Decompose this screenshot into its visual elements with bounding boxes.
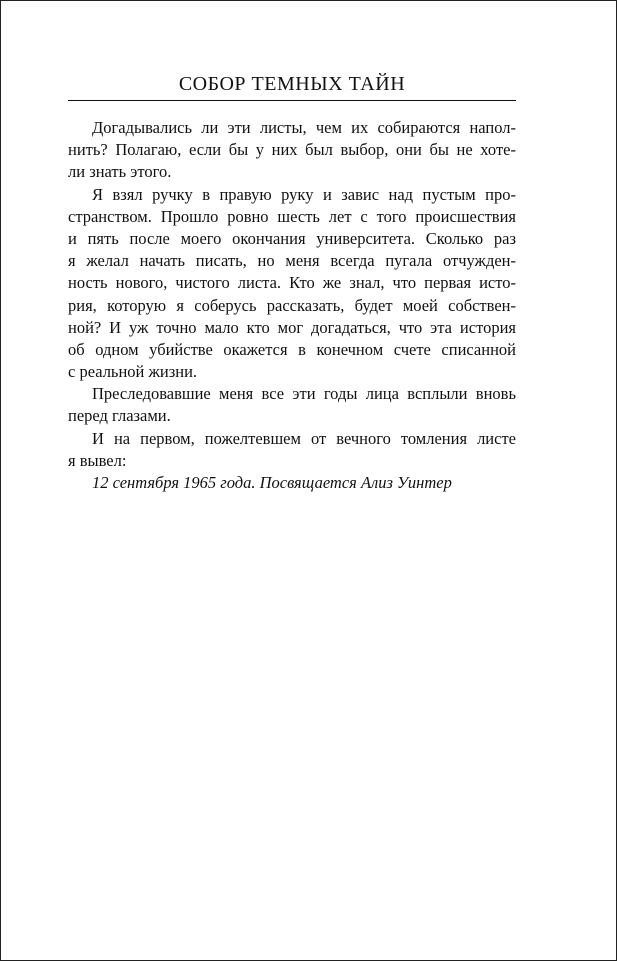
text-line: нить? Полагаю, если бы у них был выбор, они бы не хоте- xyxy=(68,140,516,160)
dedication-line: 12 сентября 1965 года. Посвящается Ализ Уинтер xyxy=(92,473,452,492)
page-body-text xyxy=(68,117,516,494)
text-line: Догадывались ли эти листы, чем их собираются напол- xyxy=(92,118,516,137)
text-line: я вывел: xyxy=(68,450,127,470)
header-rule xyxy=(68,100,516,101)
text-line: перед глазами. xyxy=(68,406,171,426)
text-line: И на первом, пожелтевшем от вечного томления листе xyxy=(92,428,516,448)
text-line: с реальной жизни. xyxy=(68,362,198,382)
text-line: рия, которую я соберусь рассказать, будет моей собствен- xyxy=(68,295,516,315)
text-line: Я взял ручку в правую руку и завис над пустым про- xyxy=(92,184,516,204)
running-head-title: СОБОР ТЕМНЫХ ТАЙН xyxy=(178,73,406,95)
text-line: ной? И уж точно мало кто мог догадаться, что эта история xyxy=(68,317,516,337)
text-line: Преследовавшие меня все эти годы лица всплыли вновь xyxy=(92,384,516,404)
text-line: странством. Прошло ровно шесть лет с того происшествия xyxy=(68,206,516,226)
text-line: ли знать этого. xyxy=(68,162,172,182)
text-line: я желал начать писать, но меня всегда пугала отчужден- xyxy=(68,251,516,271)
text-line: об одном убийстве окажется в конечном счете списанной xyxy=(68,339,516,359)
text-line: ность нового, чистого листа. Кто же знал, что первая исто- xyxy=(68,273,516,293)
text-line: и пять после моего окончания университета. Сколько раз xyxy=(68,228,516,248)
